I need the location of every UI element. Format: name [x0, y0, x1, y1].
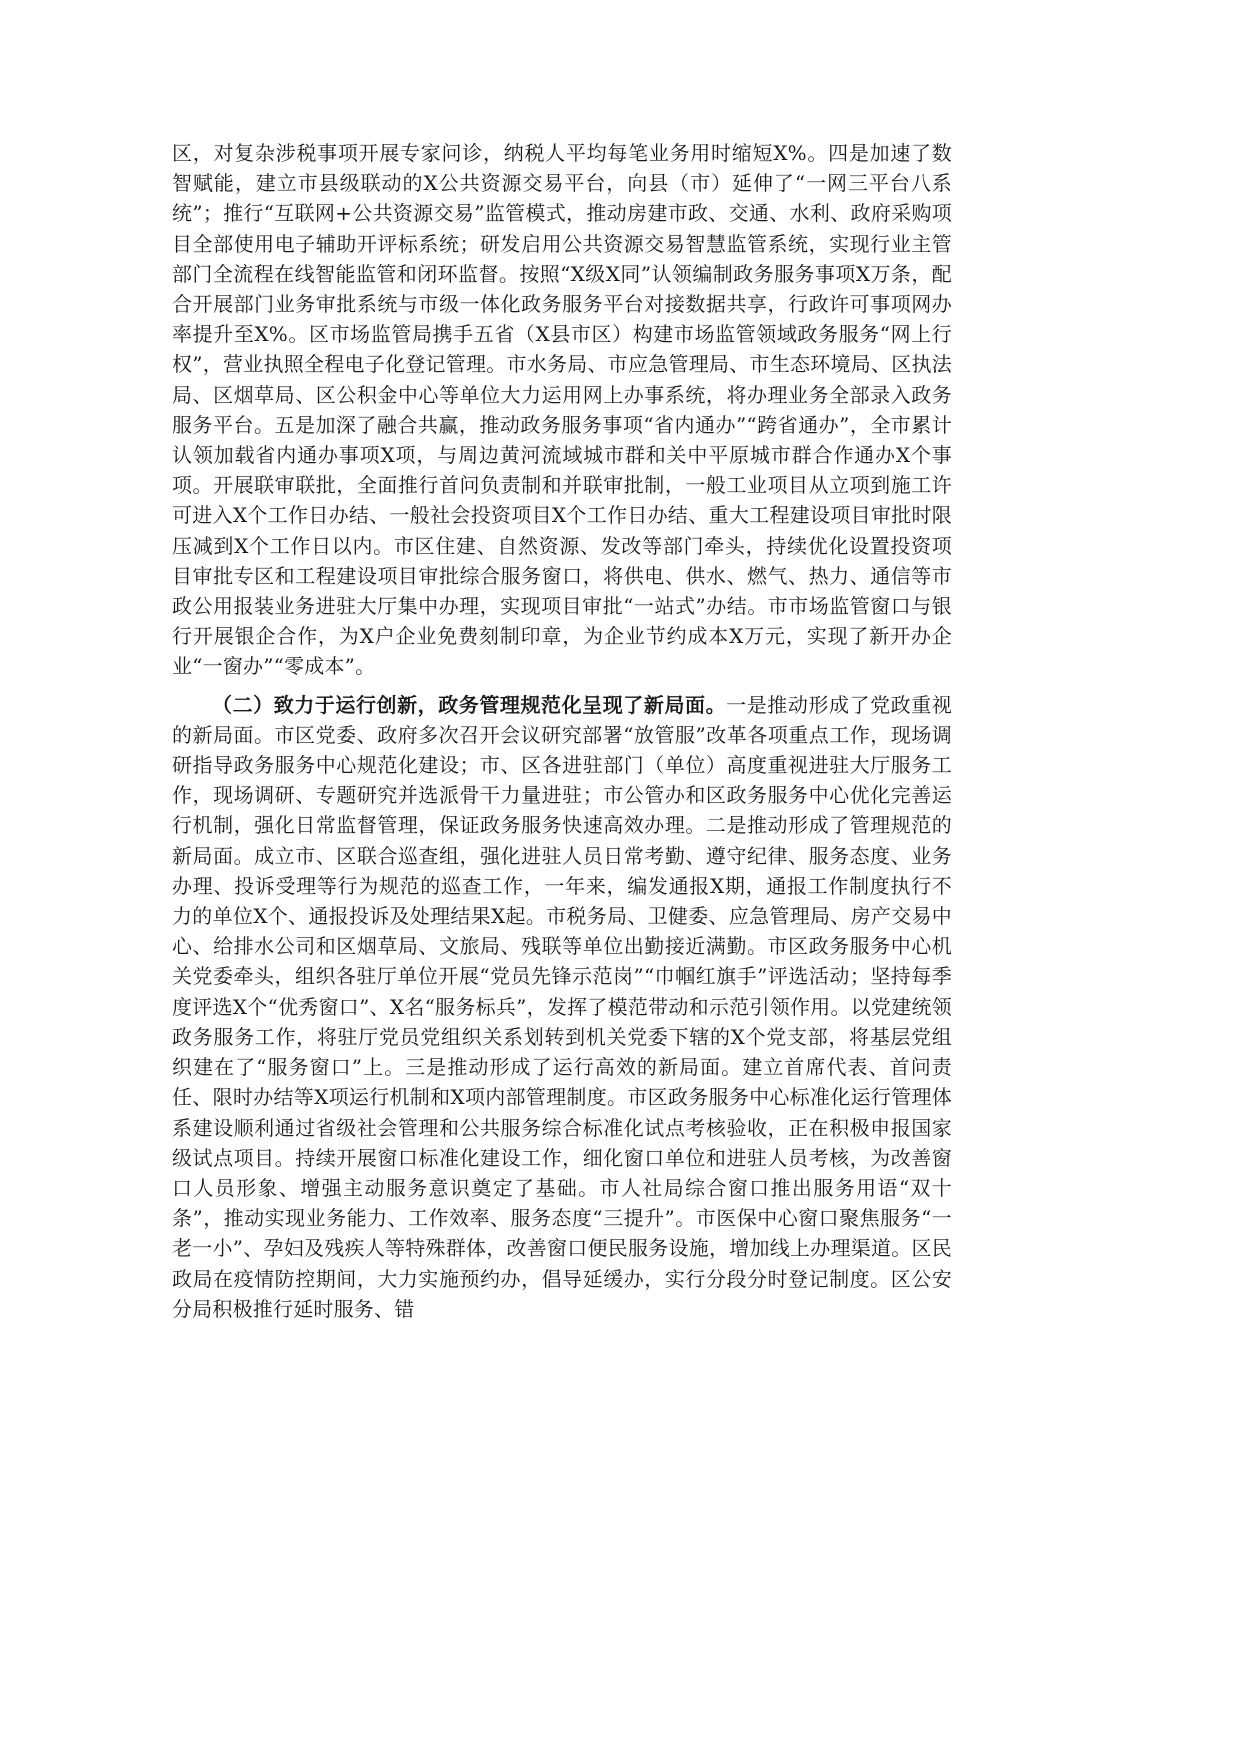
body-paragraph-continued: 区，对复杂涉税事项开展专家问诊，纳税人平均每笔业务用时缩短X%。四是加速了数智赋能，建立市县级联动的X公共资源交易平台，向县（市）延伸了“一网三平台八系统”；推行“互联网+公共资源交易”监管模式，推动房建市政、交通、水利、政府采购项目全部使用电子辅助开评标系统；研发启用公共资源交易智慧监管系统，实现行业主管部门全流程在线智能监管和闭环监督。按照“X级X同”认领编制政务服务事项X万条，配合开展部门业务审批系统与市级一体化政务服务平台对接数据共享，行政许可事项网办率提升至X%。区市场监管局携手五省（X县市区）构建市场监管领域政务服务“网上行权”，营业执照全程电子化登记管理。市水务局、市应急管理局、市生态环境局、区执法局、区烟草局、区公积金中心等单位大力运用网上办事系统，将办理业务全部录入政务服务平台。五是加深了融合共赢，推动政务服务事项“省内通办”“跨省通办”，全市累计认领加载省内通办事项X项，与周边黄河流域城市群和关中平原城市群合作通办X个事项。开展联审联批，全面推行首问负责制和并联审批制，一般工业项目从立项到施工许可进入X个工作日办结、一般社会投资项目X个工作日办结、重大工程建设项目审批时限压减到X个工作日以内。市区住建、自然资源、发改等部门牵头，持续优化设置投资项目审批专区和工程建设项目审批综合服务窗口，将供电、供水、燃气、热力、通信等市政公用报装业务进驻大厅集中办理，实现项目审批“一站式”办结。市市场监管窗口与银行开展银企合作，为X户企业免费刻制印章，为企业节约成本X万元，实现了新开办企业“一窗办”“零成本”。 [172, 141, 952, 679]
section-heading-two: （二）致力于运行创新，政务管理规范化呈现了新局面。 [212, 692, 727, 717]
body-paragraph-section-two [172, 690, 952, 1324]
document-body [172, 138, 952, 1324]
section-two-body-text: 一是推动形成了党政重视的新局面。市区党委、政府多次召开会议研究部署“放管服”改革各项重点工作，现场调研指导政务服务中心规范化建设；市、区各进驻部门（单位）高度重视进驻大厅服务工作，现场调研、专题研究并选派骨干力量进驻；市公管办和区政务服务中心优化完善运行机制，强化日常监督管理，保证政务服务快速高效办理。二是推动形成了管理规范的新局面。成立市、区联合巡查组，强化进驻人员日常考勤、遵守纪律、服务态度、业务办理、投诉受理等行为规范的巡查工作，一年来，编发通报X期，通报工作制度执行不力的单位X个、通报投诉及处理结果X起。市税务局、卫健委、应急管理局、房产交易中心、给排水公司和区烟草局、文旅局、残联等单位出勤接近满勤。市区政务服务中心机关党委牵头，组织各驻厅单位开展“党员先锋示范岗”“巾帼红旗手”评选活动；坚持每季度评选X个“优秀窗口”、X名“服务标兵”，发挥了模范带动和示范引领作用。以党建统领政务服务工作，将驻厅党员党组织关系划转到机关党委下辖的X个党支部，将基层党组织建在了“服务窗口”上。三是推动形成了运行高效的新局面。建立首席代表、首问责任、限时办结等X项运行机制和X项内部管理制度。市区政务服务中心标准化运行管理体系建设顺利通过省级社会管理和公共服务综合标准化试点考核验收，正在积极申报国家级试点项目。持续开展窗口标准化建设工作，细化窗口单位和进驻人员考核，为改善窗口人员形象、增强主动服务意识奠定了基础。市人社局综合窗口推出服务用语“双十条”，推动实现业务能力、工作效率、服务态度“三提升”。市医保中心窗口聚焦服务“一老一小”、孕妇及残疾人等特殊群体，改善窗口便民服务设施，增加线上办理渠道。区民政局在疫情防控期间，大力实施预约办，倡导延缓办，实行分段分时登记制度。区公安分局积极推行延时服务、错 [172, 692, 952, 1321]
